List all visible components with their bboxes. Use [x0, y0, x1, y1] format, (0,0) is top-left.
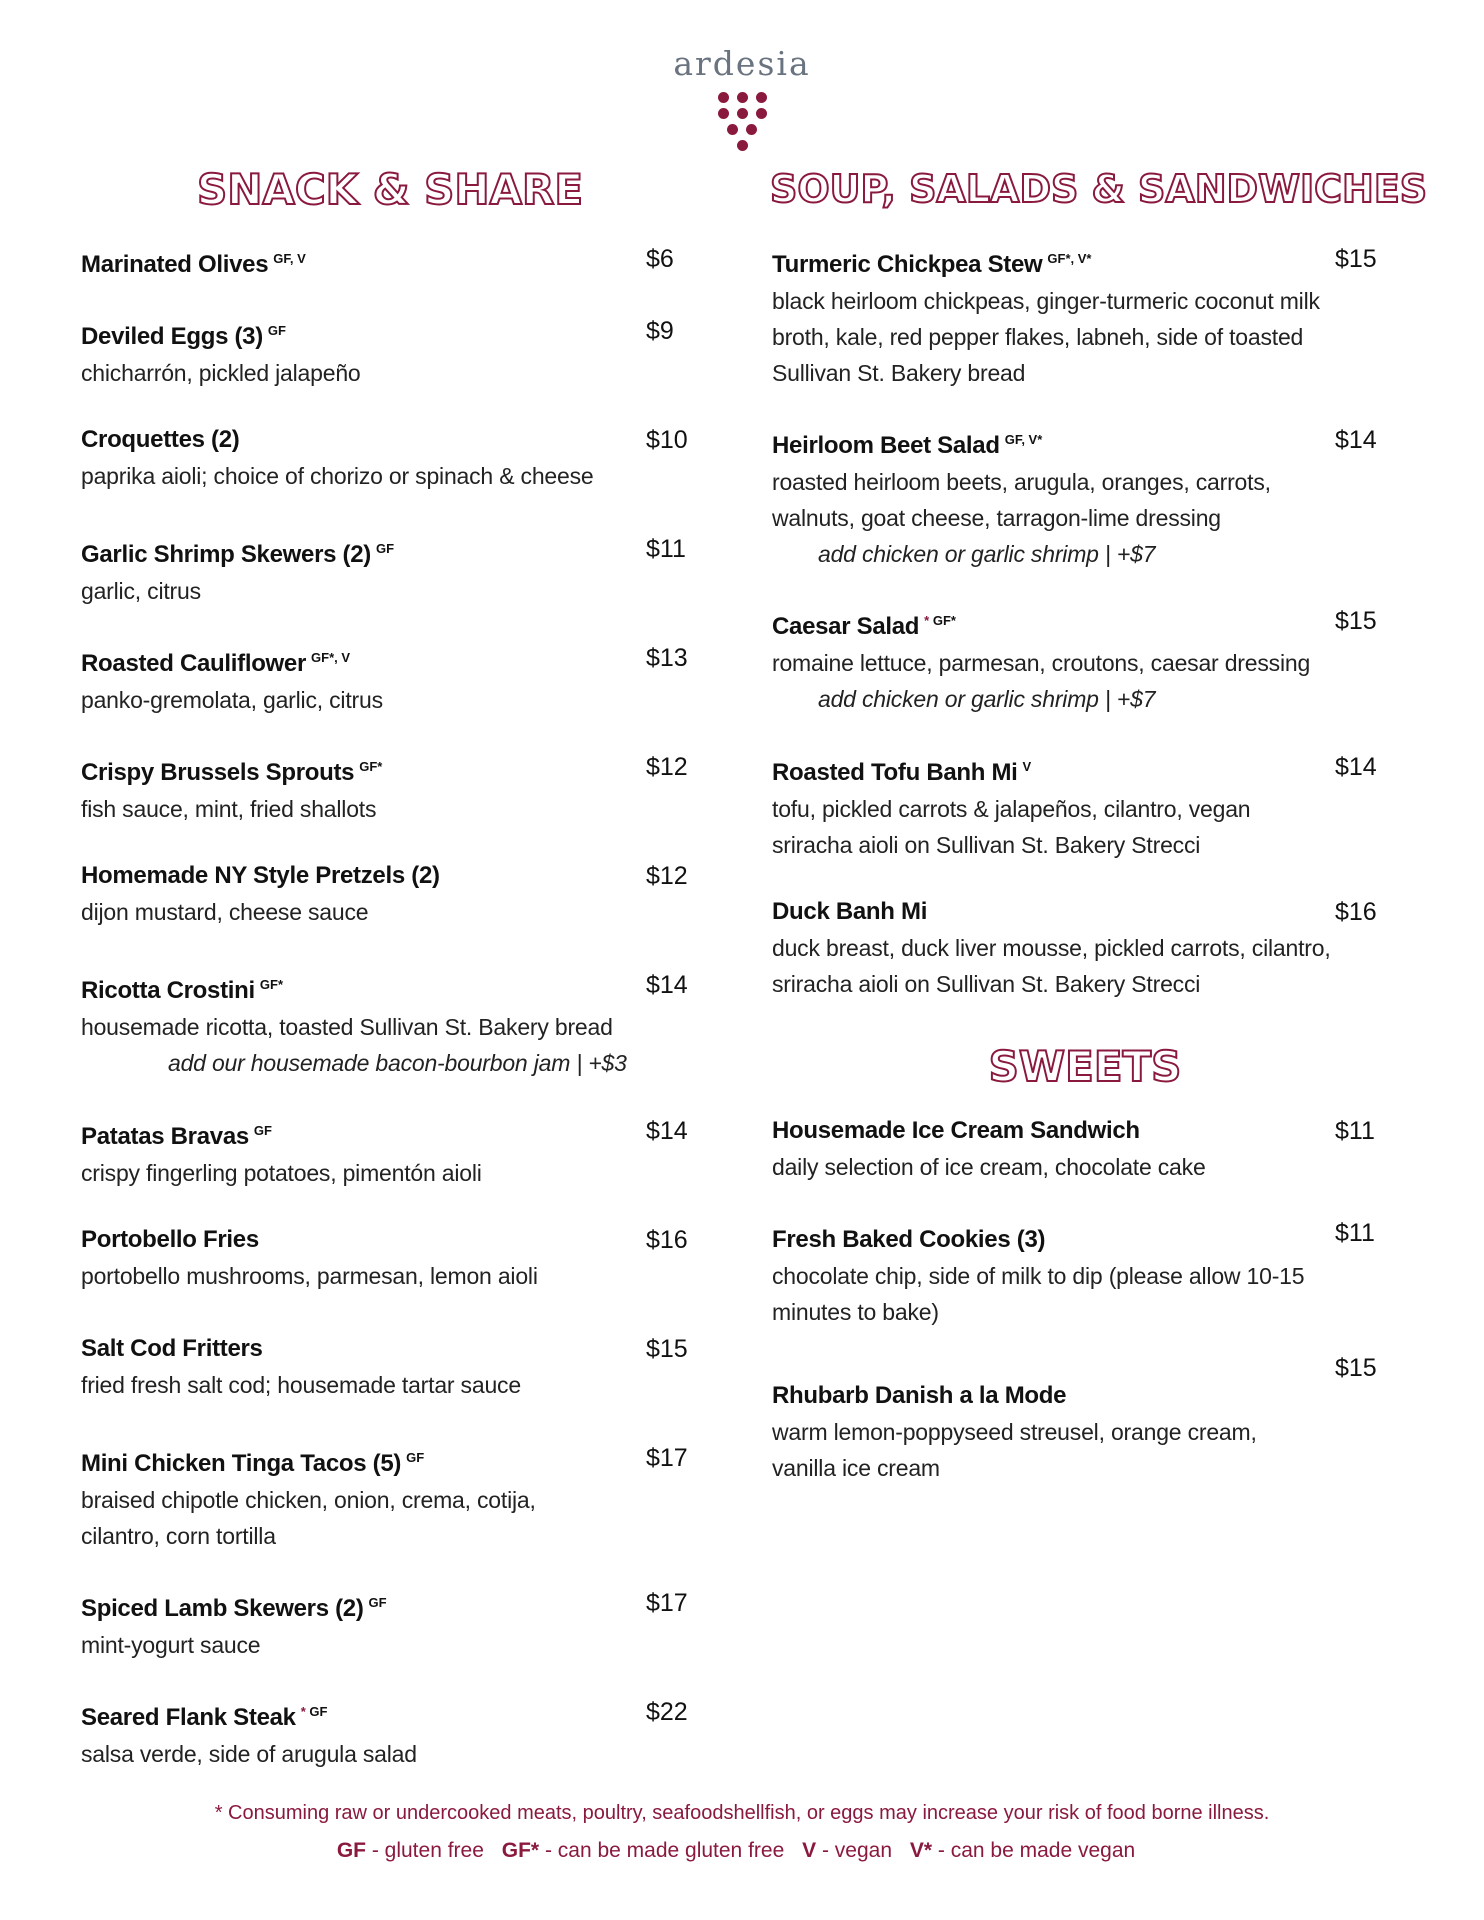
legend-text: - can be made vegan	[937, 1839, 1136, 1862]
menu-item	[772, 894, 1332, 1002]
item-price: $11	[1335, 1219, 1375, 1247]
item-name: Heirloom Beet Salad	[772, 432, 1000, 459]
section-title-snack: SNACK & SHARE	[196, 165, 584, 214]
item-description: fried fresh salt cod; housemade tartar sauce	[81, 1372, 521, 1398]
item-price: $6	[646, 245, 674, 273]
menu-item	[772, 1113, 1332, 1185]
item-description: crispy fingerling potatoes, pimentón aioli	[81, 1160, 482, 1186]
dietary-tag: GF	[368, 1595, 387, 1610]
item-price: $10	[646, 426, 688, 454]
menu-item	[81, 1440, 581, 1554]
item-description: fish sauce, mint, fried shallots	[81, 796, 377, 822]
dietary-tag: GF*, V*	[1047, 251, 1092, 266]
item-description: romaine lettuce, parmesan, croutons, caesar dressing	[772, 650, 1311, 676]
dietary-tag: GF, V	[273, 251, 306, 266]
menu-footer	[0, 1798, 1484, 1868]
item-description: portobello mushrooms, parmesan, lemon aioli	[81, 1263, 538, 1289]
menu-item	[81, 422, 641, 494]
item-addon: add chicken or garlic shrimp | +$7	[818, 686, 1156, 712]
menu-item	[772, 241, 1332, 391]
menu-item	[81, 858, 641, 930]
item-price: $16	[646, 1226, 688, 1254]
dietary-tag: GF	[267, 323, 286, 338]
item-description: chicharrón, pickled jalapeño	[81, 360, 361, 386]
dietary-tag: GF*	[259, 977, 284, 992]
legend-text: - vegan	[821, 1839, 893, 1862]
item-name: Patatas Bravas	[81, 1123, 249, 1150]
item-name: Seared Flank Steak	[81, 1704, 296, 1731]
item-price: $9	[646, 317, 674, 345]
dietary-tag: GF*	[359, 759, 383, 774]
item-name: Garlic Shrimp Skewers (2)	[81, 541, 371, 568]
legend-key: V	[802, 1839, 817, 1862]
menu-item	[81, 241, 641, 283]
item-price: $15	[1335, 245, 1377, 273]
item-name: Duck Banh Mi	[772, 898, 928, 925]
item-name: Mini Chicken Tinga Tacos (5)	[81, 1450, 402, 1477]
dietary-tag: V	[1022, 759, 1032, 774]
item-description: mint-yogurt sauce	[81, 1632, 261, 1658]
brand-header	[0, 44, 1484, 151]
item-price: $11	[1335, 1117, 1375, 1145]
dietary-tag: GF	[309, 1704, 328, 1719]
item-description: daily selection of ice cream, chocolate cake	[772, 1154, 1206, 1180]
item-name: Homemade NY Style Pretzels (2)	[81, 862, 440, 889]
wine-grape-dots-icon	[0, 92, 1484, 151]
menu-item	[81, 1331, 641, 1403]
menu-item	[81, 1585, 641, 1663]
item-description: duck breast, duck liver mousse, pickled carrots, cilantro, sriracha aioli on Sullivan St. Bakery Strecci	[772, 935, 1331, 997]
item-name: Salt Cod Fritters	[81, 1335, 263, 1362]
item-description: garlic, citrus	[81, 578, 201, 604]
item-description: black heirloom chickpeas, ginger-turmeric coconut milk broth, kale, red pepper flakes, labneh, side of toasted Sullivan St. Bakery bread	[772, 288, 1320, 386]
item-description: roasted heirloom beets, arugula, oranges, carrots, walnuts, goat cheese, tarragon-lime dressing	[772, 469, 1271, 531]
item-price: $15	[1335, 607, 1377, 635]
item-description: salsa verde, side of arugula salad	[81, 1741, 417, 1767]
item-addon: add our housemade bacon-bourbon jam | +$3	[168, 1050, 627, 1076]
legend-key: GF	[336, 1839, 366, 1862]
section-title-soup: SOUP, SALADS & SANDWICHES	[770, 167, 1428, 211]
item-name: Housemade Ice Cream Sandwich	[772, 1117, 1140, 1144]
item-price: $17	[646, 1589, 688, 1617]
dietary-legend	[0, 1834, 1484, 1868]
item-price: $17	[646, 1444, 688, 1472]
item-name: Croquettes (2)	[81, 426, 240, 453]
item-price: $14	[1335, 753, 1377, 781]
menu-item	[81, 640, 641, 718]
item-description: housemade ricotta, toasted Sullivan St. Bakery bread	[81, 1014, 613, 1040]
menu-item	[81, 749, 641, 827]
menu-item	[772, 603, 1332, 717]
item-name: Marinated Olives	[81, 251, 269, 278]
legend-text: - gluten free	[371, 1839, 484, 1862]
item-price: $12	[646, 753, 688, 781]
item-name: Portobello Fries	[81, 1226, 259, 1253]
legend-key: GF*	[501, 1839, 540, 1862]
dietary-tag: GF*, V	[311, 650, 351, 665]
item-price: $14	[1335, 426, 1377, 454]
item-price: $16	[1335, 898, 1377, 926]
item-name: Deviled Eggs (3)	[81, 323, 263, 350]
item-description: paprika aioli; choice of chorizo or spinach & cheese	[81, 463, 594, 489]
item-name: Spiced Lamb Skewers (2)	[81, 1595, 364, 1622]
dietary-tag: GF	[253, 1123, 272, 1138]
menu-item	[81, 1222, 641, 1294]
menu-item	[772, 422, 1332, 572]
dietary-tag: GF, V*	[1004, 432, 1043, 447]
menu-item	[772, 749, 1332, 863]
menu-item	[81, 313, 641, 391]
legend-text: - can be made gluten free	[544, 1839, 785, 1862]
menu-item	[772, 1378, 1292, 1486]
raw-warning-star: *	[924, 613, 930, 628]
item-description: braised chipotle chicken, onion, crema, cotija, cilantro, corn tortilla	[81, 1487, 536, 1549]
item-description: warm lemon-poppyseed streusel, orange cream, vanilla ice cream	[772, 1419, 1257, 1481]
raw-food-disclaimer: * Consuming raw or undercooked meats, poultry, seafoodshellfish, or eggs may increase your risk of food borne illness.	[214, 1802, 1270, 1824]
item-price: $12	[646, 862, 688, 890]
item-name: Fresh Baked Cookies (3)	[772, 1226, 1046, 1253]
dietary-tag: GF	[375, 541, 395, 556]
item-description: tofu, pickled carrots & jalapeños, cilantro, vegan sriracha aioli on Sullivan St. Bakery Strecci	[772, 796, 1251, 858]
dietary-tag: GF*	[932, 613, 956, 628]
item-price: $14	[646, 971, 688, 999]
item-price: $15	[1335, 1354, 1377, 1382]
section-title-sweets: SWEETS	[988, 1042, 1182, 1091]
item-description: chocolate chip, side of milk to dip (please allow 10-15 minutes to bake)	[772, 1263, 1305, 1325]
item-name: Roasted Tofu Banh Mi	[772, 759, 1018, 786]
item-name: Ricotta Crostini	[81, 977, 255, 1004]
menu-item	[81, 531, 641, 609]
brand-name: ardesia	[673, 44, 811, 83]
legend-key: V*	[909, 1839, 933, 1862]
dietary-tag: GF	[406, 1450, 425, 1465]
item-price: $22	[646, 1698, 688, 1726]
menu-item	[81, 1694, 641, 1772]
item-name: Roasted Cauliflower	[81, 650, 307, 677]
raw-warning-star: *	[300, 1704, 306, 1719]
item-description: panko-gremolata, garlic, citrus	[81, 687, 383, 713]
item-name: Rhubarb Danish a la Mode	[772, 1382, 1067, 1409]
item-price: $13	[646, 644, 688, 672]
item-name: Caesar Salad	[772, 613, 920, 640]
item-name: Turmeric Chickpea Stew	[772, 251, 1043, 278]
item-addon: add chicken or garlic shrimp | +$7	[818, 541, 1156, 567]
menu-item	[772, 1222, 1312, 1330]
item-description: dijon mustard, cheese sauce	[81, 899, 369, 925]
item-name: Crispy Brussels Sprouts	[81, 759, 355, 786]
item-price: $11	[646, 535, 686, 563]
menu-item	[81, 1113, 641, 1191]
item-price: $14	[646, 1117, 688, 1145]
menu-item	[81, 967, 641, 1081]
item-price: $15	[646, 1335, 688, 1363]
